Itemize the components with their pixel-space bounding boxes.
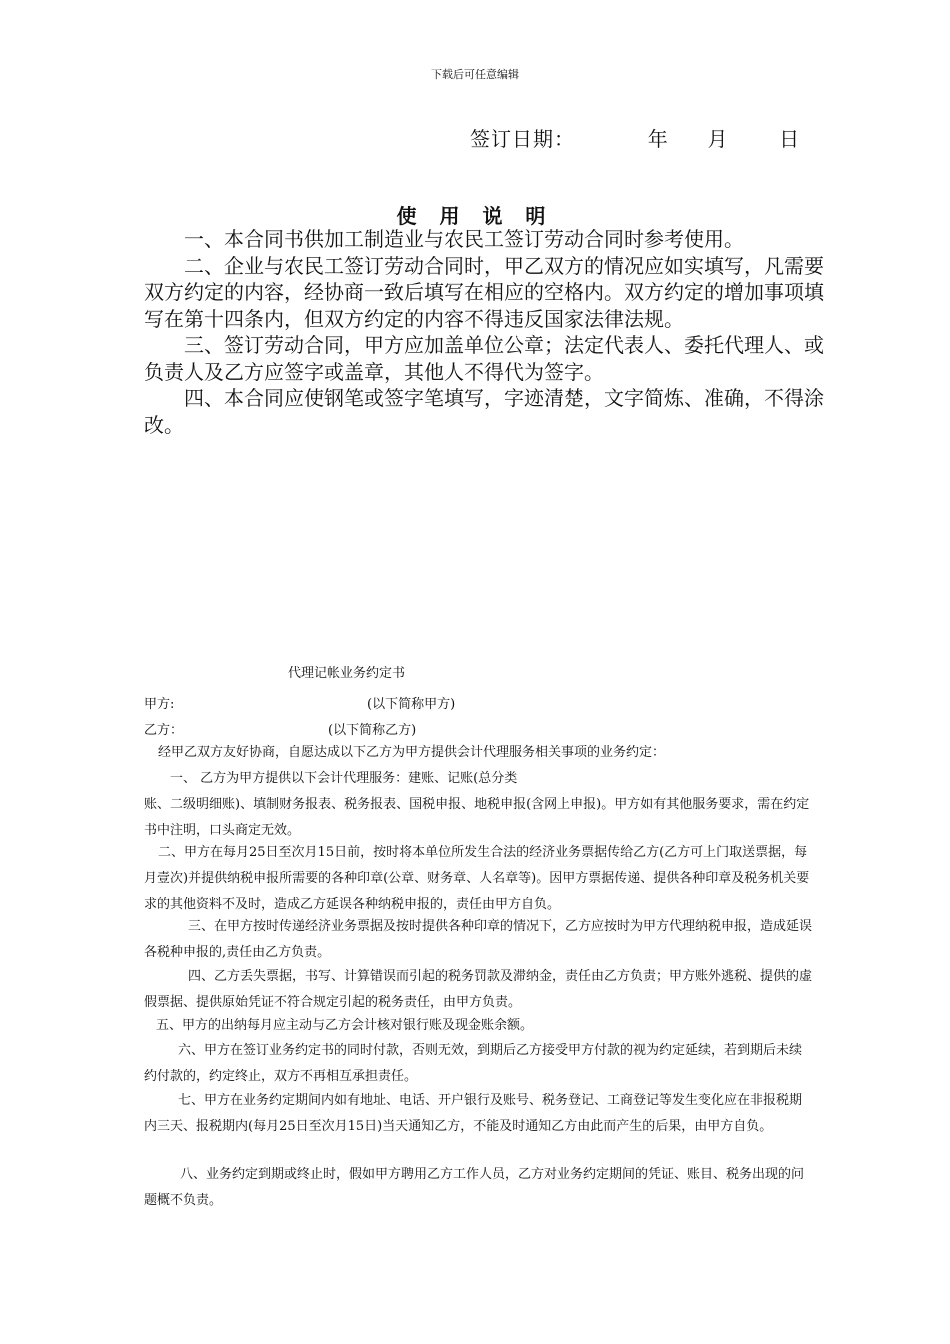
instructions-body (144, 226, 829, 438)
clause-6 (144, 1038, 814, 1090)
sign-date-label: 签订日期： (470, 127, 575, 151)
party-b-label: 乙方： (144, 723, 184, 738)
clause-5 (144, 1013, 814, 1039)
party-a-note: (以下简称甲方) (367, 697, 456, 712)
clause-5-text: 五、甲方的出纳每月应主动与乙方会计核对银行账及现金账余额。 (156, 1018, 534, 1033)
clause-7-text: 七、甲方在业务约定期间内如有地址、电话、开户银行及账号、税务登记、工商登记等发生变化应在非报税期内三天、报税期内(每月25日至次月15日)当天通知乙方，不能及时通知乙方由此而产生的后果，由甲方自负。 (144, 1093, 803, 1134)
intro-text: 经甲乙双方友好协商，自愿达成以下乙方为甲方提供会计代理服务相关事项的业务约定： (158, 745, 666, 760)
agreement-title: 代理记帐业务约定书 (288, 666, 406, 681)
sign-date-year: 年 (647, 127, 669, 151)
agreement-intro (144, 740, 814, 766)
clause-2-text: 二、甲方在每月25日至次月15日前，按时将本单位所发生合法的经济业务票据传给乙方(乙方可上门取送票据，每月壹次)并提供纳税申报所需要的各种印章(公章、财务章、人名章等)。因甲方票据传递、提供各种印章及税务机关要求的其他资料不及时，造成乙方延误各种纳税申报的，责任由甲方自负。 (144, 845, 810, 912)
instructions-title: 使 用 说 明 (396, 204, 554, 228)
sign-date-month: 月 (707, 127, 729, 151)
instruction-paragraph: 二、企业与农民工签订劳动合同时，甲乙双方的情况应如实填写，凡需要双方约定的内容，经协商一致后填写在相应的空格内。双方约定的增加事项填写在第十四条内，但双方约定的内容不得违反国家法律法规。 (144, 253, 824, 331)
clause-2 (144, 840, 814, 918)
party-b-note: (以下简称乙方) (328, 723, 417, 738)
clause-3 (144, 914, 814, 966)
clause-8-text: 八、业务约定到期或终止时，假如甲方聘用乙方工作人员，乙方对业务约定期间的凭证、账目、税务出现的问题概不负责。 (144, 1167, 805, 1208)
party-a-label: 甲方: (144, 697, 175, 712)
clause-1-first: 一、 乙方为甲方提供以下会计代理服务：建账、记账(总分类 (170, 771, 518, 786)
clause-8 (144, 1162, 814, 1214)
download-note: 下载后可任意编辑 (431, 68, 519, 81)
clause-1-rest: 账、二级明细账)、填制财务报表、税务报表、国税申报、地税申报(含网上申报)。甲方如有其他服务要求，需在约定书中注明，口头商定无效。 (144, 797, 810, 838)
instruction-paragraph: 一、本合同书供加工制造业与农民工签订劳动合同时参考使用。 (184, 227, 744, 251)
clause-4 (144, 964, 814, 1016)
clause-1 (144, 766, 814, 844)
sign-date-line (470, 123, 800, 152)
sign-date-day: 日 (779, 127, 801, 151)
instruction-paragraph: 四、本合同应使钢笔或签字笔填写，字迹清楚，文字简炼、准确，不得涂改。 (144, 386, 824, 437)
instruction-paragraph: 三、签订劳动合同，甲方应加盖单位公章；法定代表人、委托代理人、或负责人及乙方应签字或盖章，其他人不得代为签字。 (144, 333, 824, 384)
clause-4-text: 四、乙方丢失票据，书写、计算错误而引起的税务罚款及滞纳金，责任由乙方负责；甲方账外逃税、提供的虚假票据、提供原始凭证不符合规定引起的税务责任，由甲方负责。 (144, 969, 813, 1010)
clause-6-text: 六、甲方在签订业务约定书的同时付款，否则无效，到期后乙方接受甲方付款的视为约定延续，若到期后未续约付款的，约定终止，双方不再相互承担责任。 (144, 1043, 803, 1084)
clause-7 (144, 1088, 814, 1140)
clause-3-text: 三、在甲方按时传递经济业务票据及按时提供各种印章的情况下，乙方应按时为甲方代理纳税申报，造成延误各税种申报的,责任由乙方负责。 (144, 919, 813, 960)
